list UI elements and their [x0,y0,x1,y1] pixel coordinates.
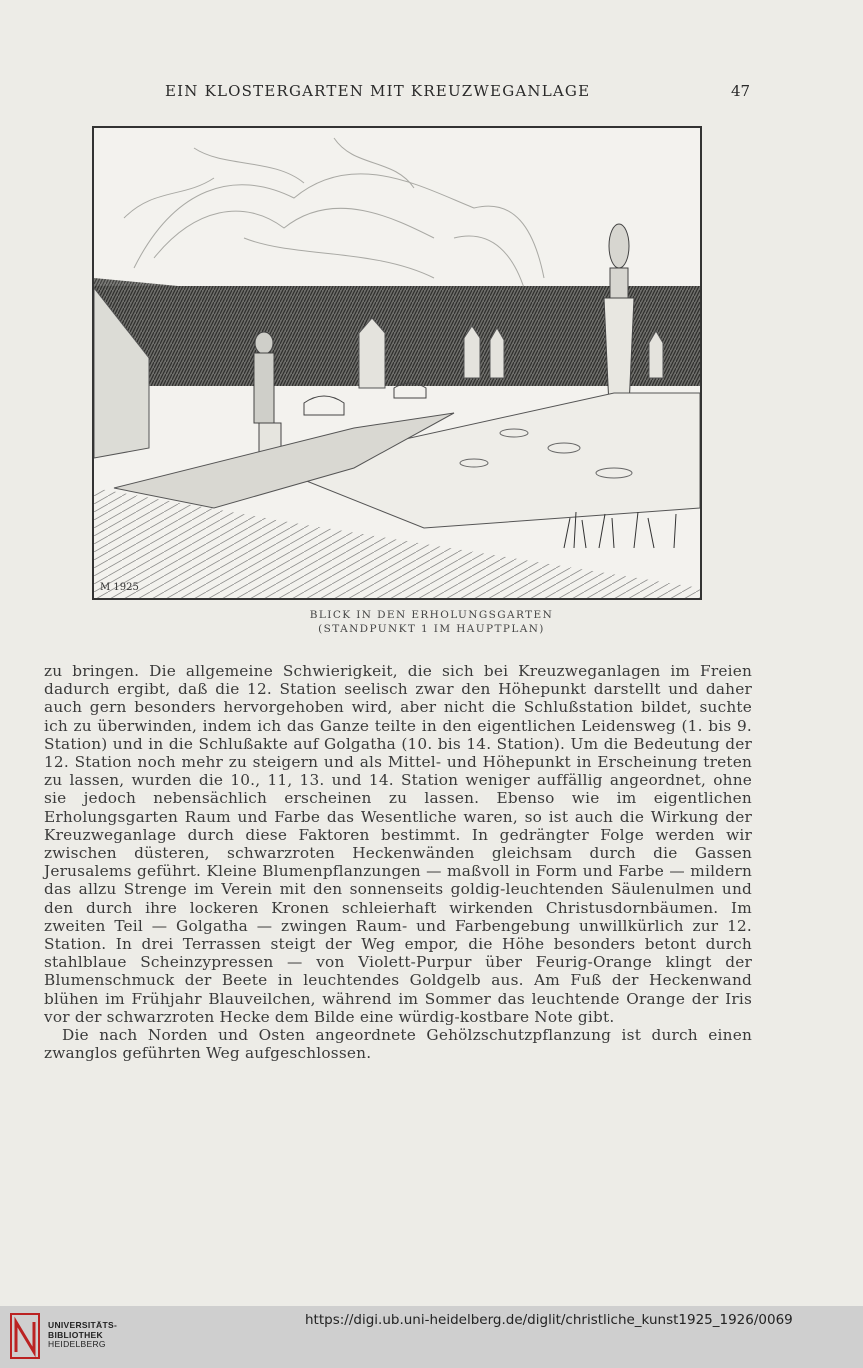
garden-illustration [92,126,702,600]
university-library-logo-icon [10,1312,40,1360]
body-text [44,662,752,1062]
paragraph-2: Die nach Norden und Osten angeordnete Gehölzschutzpflanzung ist durch einen zwanglos geführten Weg aufgeschlossen. [44,1026,752,1063]
source-url-link[interactable]: https://digi.ub.uni-heidelberg.de/diglit/christliche_kunst1925_1926/0069 [305,1312,793,1328]
library-name-line-2: BIBLIOTHEK [48,1329,103,1340]
page-number: 47 [731,82,751,100]
library-name [48,1321,117,1350]
figure-caption [0,608,863,636]
paragraph-1: zu bringen. Die allgemeine Schwierigkeit, die sich bei Kreuzweganlagen im Freien dadurch ergibt, daß die 12. Station seelisch zwar den Höhepunkt darstellt und daher auch gern besonders hervorgehoben wird, aber nicht die Schlußstation bildet, suchte ich zu überwinden, indem ich das Ganze teilte in den eigentlichen Leidensweg (1. bis 9. Station) und in die Schlußakte auf Golgatha (10. bis 14. Station). Um die Bedeutung der 12. Station noch mehr zu steigern und als Mittel- und Höhepunkt in Erscheinung treten zu lassen, wurden die 10., 11, 13. und 14. Station weniger auffällig angeordnet, ohne sie jedoch nebensächlich erscheinen zu lassen. Ebenso wie im eigentlichen Erholungsgarten Raum und Farbe das Wesentliche waren, so ist auch die Wirkung der Kreuzweganlage durch diese Faktoren bestimmt. In gedrängter Folge werden wir zwischen düsteren, schwarzroten Heckenwänden gleichsam durch die Gassen Jerusalems geführt. Kleine Blumenpflanzungen — maßvoll in Form und Farbe — mildern das allzu Strenge im Verein mit den sonnenseits goldig-leuchtenden Säulenulmen und den durch ihre lockeren Kronen schleierhaft wirkenden Christusdornbäumen. Im zweiten Teil — Golgatha — zwingen Raum- und Farbengebung unwillkürlich zur 12. Station. In drei Terrassen steigt der Weg empor, die Höhe besonders betont durch stahlblaue Scheinzypressen — von Violett-Purpur über Feurig-Orange klingt der Blumenschmuck der Beete in leuchtendes Goldgelb aus. Am Fuß der Heckenwand blühen im Frühjahr Blauveilchen, während im Sommer das leuchtende Orange der Iris vor der schwarzroten Hecke dem Bilde eine würdig-kostbare Note gibt. [44,662,752,1026]
caption-line-1: BLICK IN DEN ERHOLUNGSGARTEN [309,609,554,621]
garden-sketch [94,128,700,598]
library-name-line-1: UNIVERSITÄTS- [48,1320,118,1330]
artist-signature: M 1925 [100,582,139,593]
running-title: EIN KLOSTERGARTEN MIT KREUZWEGANLAGE [165,82,591,100]
library-name-line-3: HEIDELBERG [48,1339,106,1349]
caption-line-2: (STANDPUNKT 1 IM HAUPTPLAN) [318,623,545,635]
